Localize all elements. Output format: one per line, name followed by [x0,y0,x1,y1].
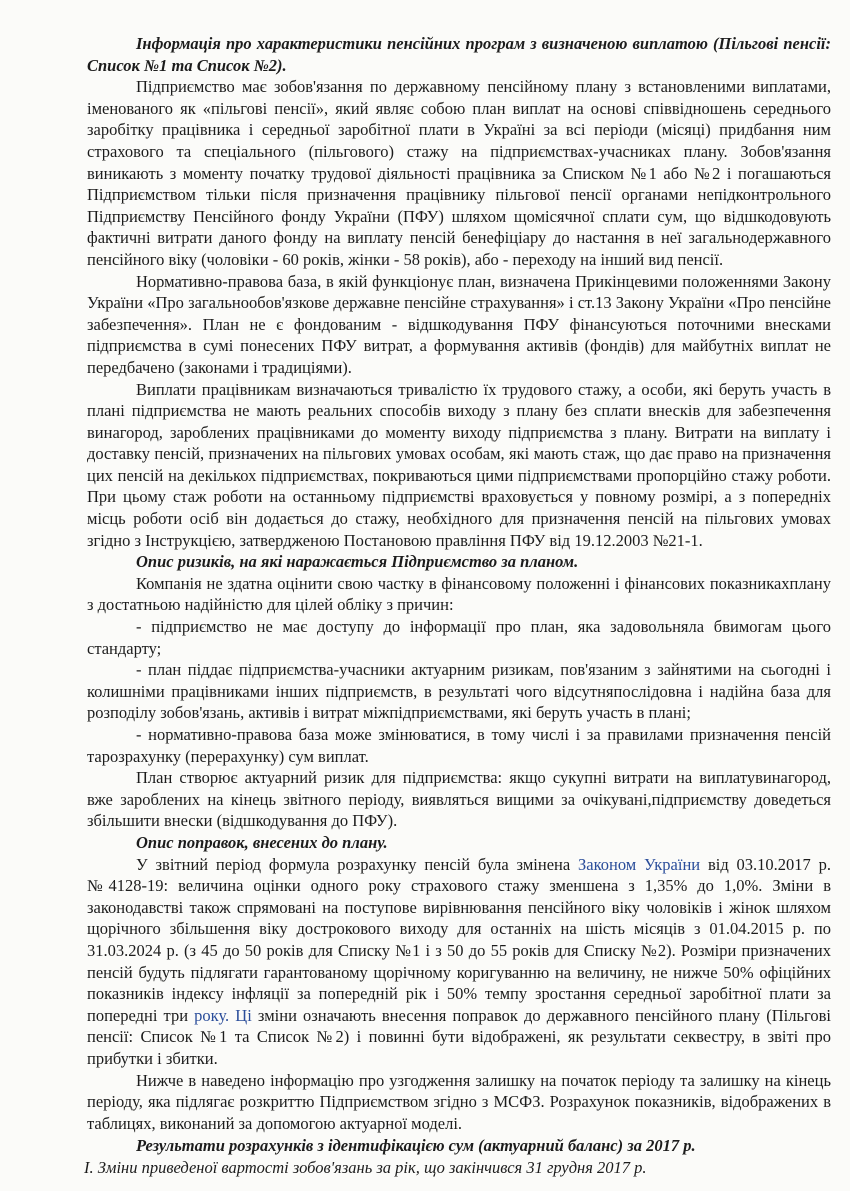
section-title-changes: І. Зміни приведеної вартості зобов'язань за рік, що закінчився 31 грудня 2017 р. [84,1157,647,1177]
paragraph-legal-basis: Нормативно-правова база, в якій функціонує план, визначена Прикінцевими положеннями Закону України «Про загальнообов'язкове державне пенсійне страхування» і ст.13 Закону України «Про пенсійне забезпечення». План не є фондованим - відшкодування ПФУ фінансуються поточними внесками підприємства в сумі понесених ПФУ витрат, а формування активів (фондів) для майбутніх виплат не передбачено (законами і традиціями). [87,271,831,377]
text-segment: від 03.10.2017 р. №4128-19: величина оцінки одного року страхового стажу зменшена з 1,35% до 1,0%. Зміни в законодавстві також спрямовані на поступове вирівнювання пенсійного віку чоловіків і жінок шляхом щорічного збільшення віку дострокового виходу для останніх на шість місяців з 01.04.2015 р. по 31.03.2024 р. (з 45 до 50 років для Списку №1 і з 50 до 55 років для Списку №2). Розміри призначених пенсій будуть підлягати гарантованому щорічному коригуванню на величину, не нижче 50% офіційних показників індексу інфляції за попередній рік і 50% темпу зростання середньої заробітної плати за попередні три [87,854,831,1025]
heading-risks: Опис ризиків, на які наражається Підприємство за планом. [136,552,579,572]
document-body [84,33,831,1178]
paragraph-obligations: Підприємство має зобов'язання по державному пенсійному плану з встановленими виплатами, іменованого як «пільгові пенсії», який являє собою план виплат на основі співвідношень середнього заробітку працівника і середньої заробітної плати в Україні за всі періоди (місяці) придбання ним страхового та спеціального (пільгового) стажу на підприємствах-учасниках плану. Зобов'язання виникають з моменту початку трудової діяльності працівника за Списком №1 або №2 і погашаються Підприємством тільки після призначення працівнику пільгової пенсії органами непідконтрольного Підприємству Пенсійного фонду України (ПФУ) шляхом щомісячної сплати сум, що відшкодовують фактичні витрати даного фонду на виплату пенсій бенефіціару до настання в неї загальнодержавного пенсійного віку (чоловіки - 60 років, жінки - 58 років), або - переходу на інший вид пенсії. [87,77,831,269]
paragraph-company-share: Компанія не здатна оцінити свою частку в фінансовому положенні і фінансових показникахплану з достатньою надійністю для цілей обліку з причин: [87,573,831,615]
law-reference-text: Законом України [578,854,701,874]
text-segment: зміни означають внесення поправок до державного пенсійного плану (Пільгові пенсії: Список №1 та Список №2) і повинні бути відображені, як результати секвестру, в звіті про прибутки і збитки. [87,1005,831,1068]
paragraph-reconciliation: Нижче в наведено інформацію про узгодження залишку на початок періоду та залишку на кінець періоду, яка підлягає розкриттю Підприємством згідно з МСФЗ. Розрахунок показників, відображених в таблицях, виконаний за допомогою актуарної моделі. [87,1070,831,1133]
list-item-no-access: - підприємство не має доступу до інформації про план, яка задовольняла бвимогам цього стандарту; [87,617,831,658]
paragraph-formula-change [87,854,831,1070]
paragraph-actuarial-risk: План створює актуарний ризик для підприємства: якщо сукупні витрати на виплатувинагород, вже зароблених на кінець звітного періоду, виявляться вищими за очікувані,підприємству доведеться збільшити внески (відшкодування до ПФУ). [87,768,831,831]
text-segment: У звітний період формула розрахунку пенсій була змінена [136,854,578,874]
list-item-legal-changes: - нормативно-правова база може змінюватися, в тому числі і за правилами призначення пенсій тарозрахунку (перерахунку) сум виплат. [87,725,831,766]
paragraph-payments: Виплати працівникам визначаються тривалістю їх трудового стажу, а особи, які беруть участь в плані підприємства не мають реальних способів виходу з плану без сплати внесків для забезпечення винагород, зароблених працівниками до моменту виходу підприємства з плану. Витрати на виплату і доставку пенсій, призначених на пільгових умовах особам, які мають стаж, що дає право на призначення цих пенсій на декількох підприємствах, покриваються цими підприємствами пропорційно стажу роботи. При цьому стаж роботи на останньому підприємстві враховується у повному розмірі, а з попередніх місць роботи осіб він додається до стажу, необхідного для призначення пенсій на пільгових умовах згідно з Інструкцією, затвердженою Постановою правління ПФУ від 19.12.2003 №21-1. [87,379,831,550]
highlighted-text: року. Ці [194,1005,252,1025]
heading-plan-changes: Опис поправок, внесених до плану. [136,832,388,852]
heading-pension-programs: Інформація про характеристики пенсійних програм з визначеною виплатою (Пільгові пенсії: Список №1 та Список №2). [87,34,831,75]
list-item-actuarial-risks: - план піддає підприємства-учасники актуарним ризикам, пов'язаним з зайнятими на сьогодні і колишніми працівниками інших підприємств, в результаті чого відсутняпослідовна і надійна база для розподілу зобов'язань, активів і витрат міжпідприємствами, які беруть участь в плані; [87,660,831,723]
heading-calculation-results: Результати розрахунків з ідентифікацією сум (актуарний баланс) за 2017 р. [136,1136,696,1156]
